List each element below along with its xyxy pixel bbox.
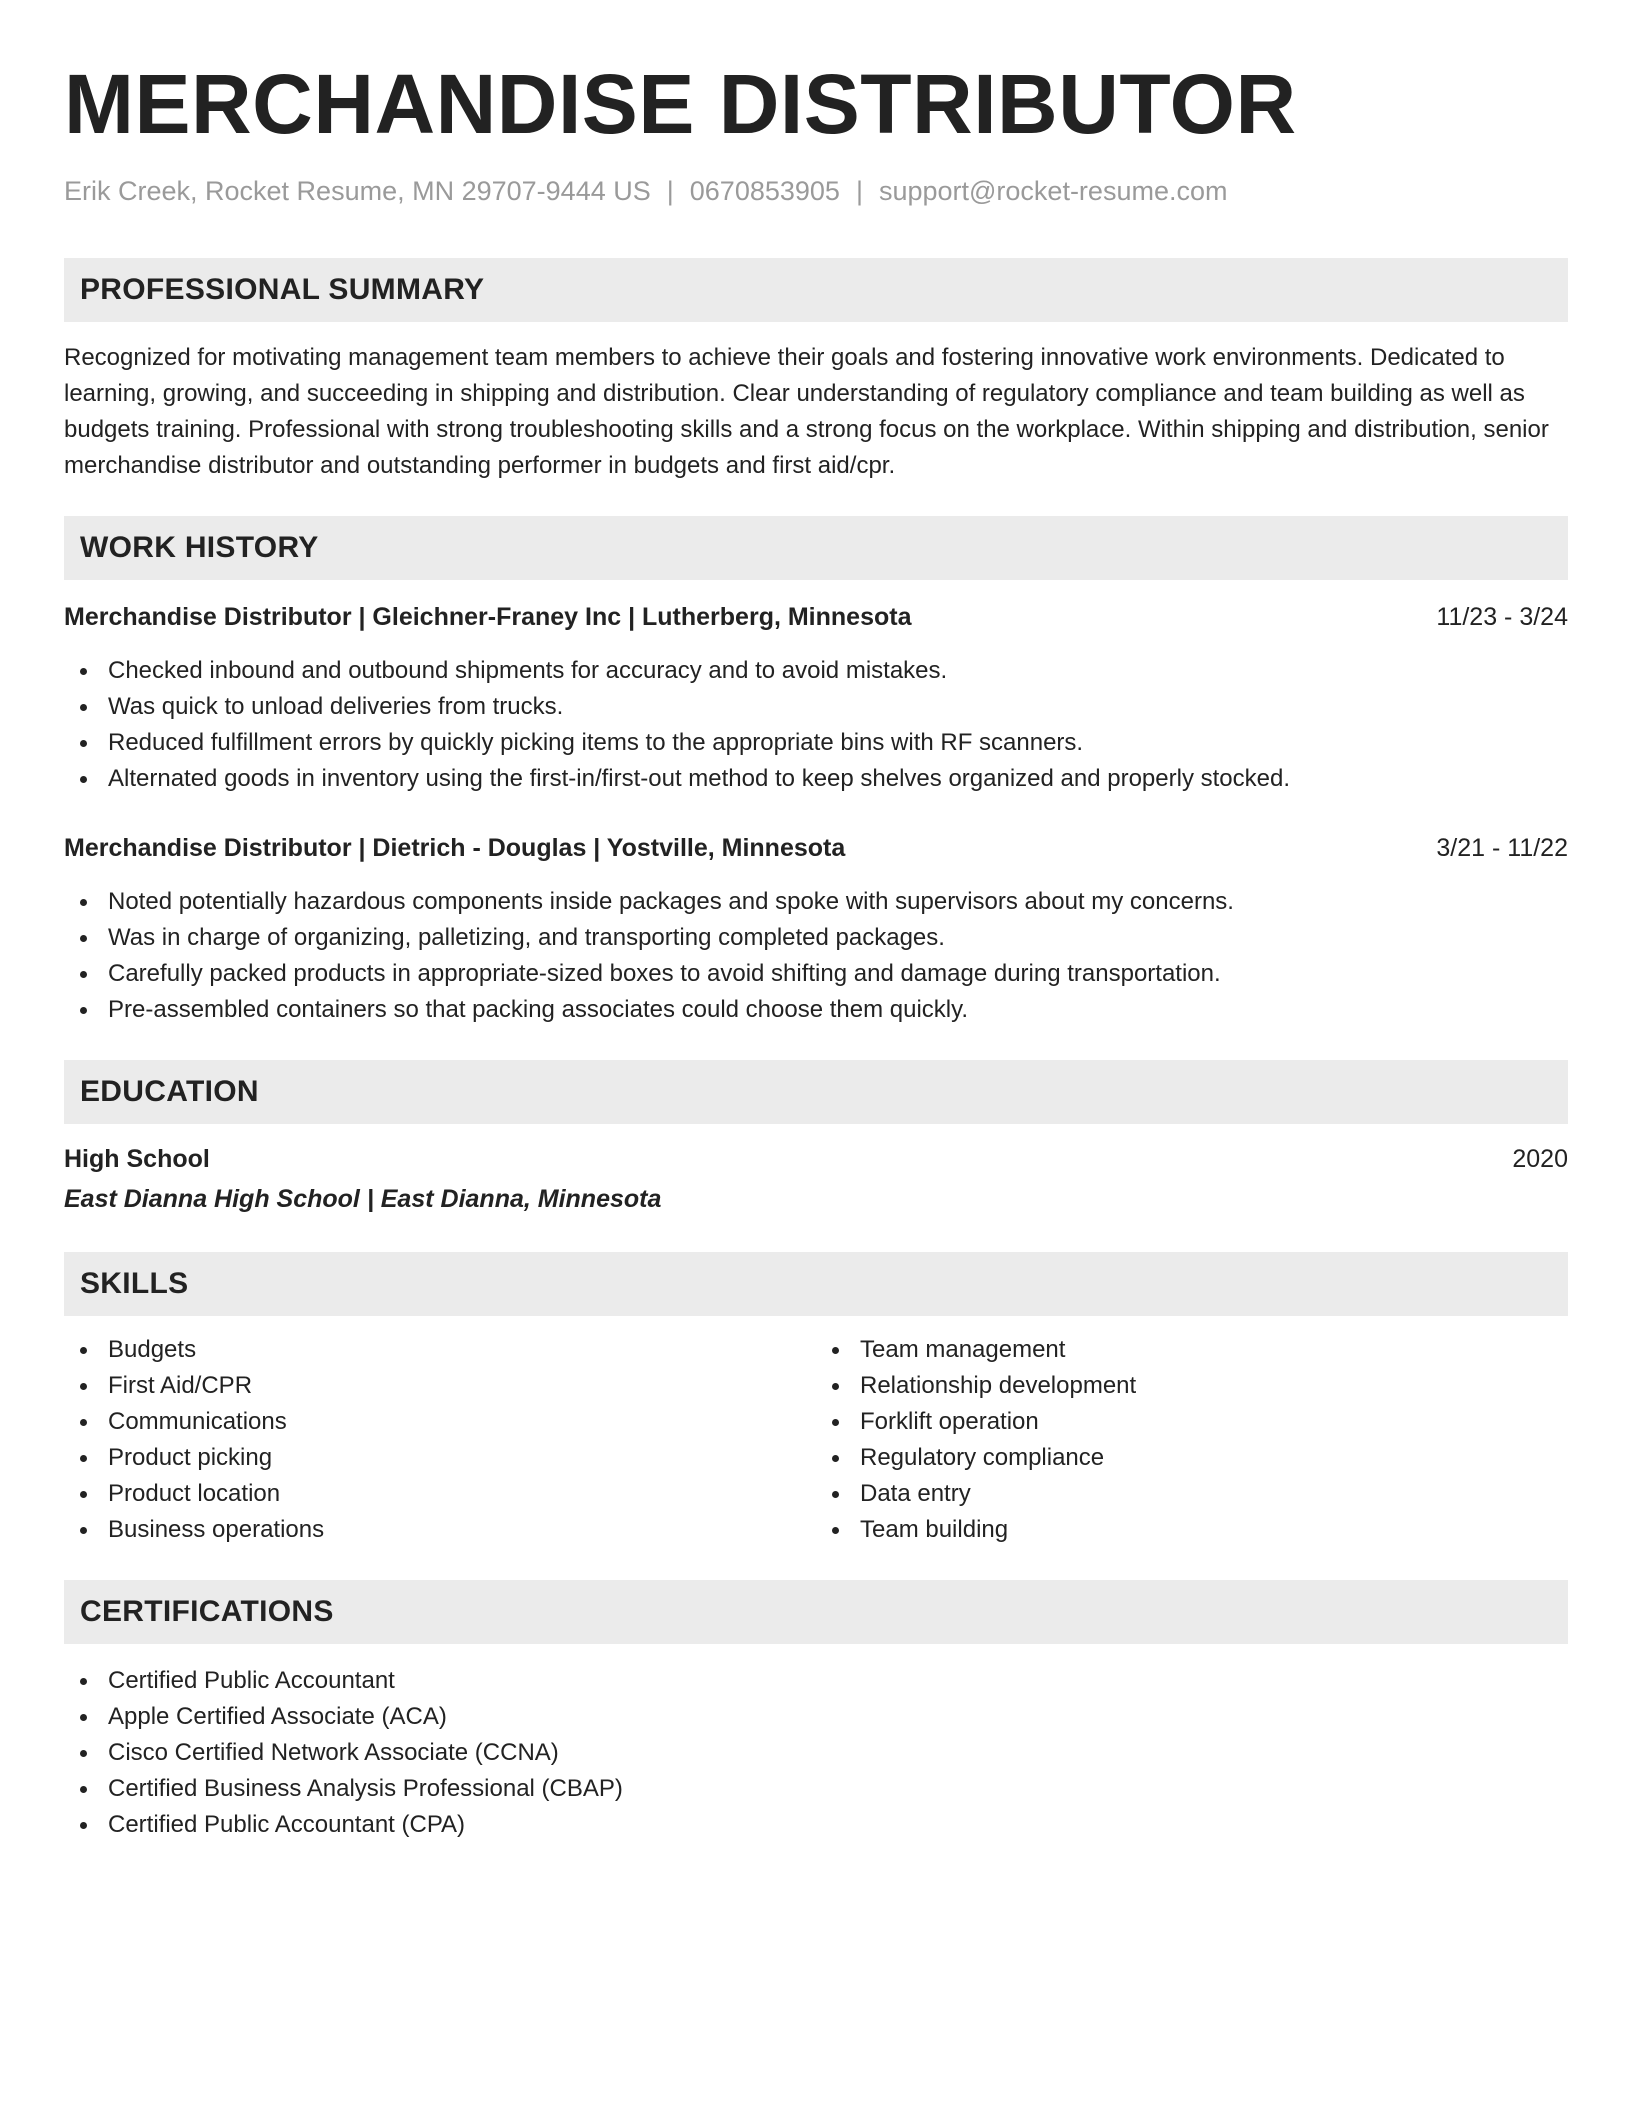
job-entry bbox=[64, 831, 1568, 1028]
job-title: Merchandise Distributor | Dietrich - Douglas | Yostville, Minnesota bbox=[64, 834, 846, 862]
certification-item: Cisco Certified Network Associate (CCNA) bbox=[64, 1735, 1568, 1771]
skill-item: Budgets bbox=[64, 1332, 816, 1368]
skill-item: Team building bbox=[816, 1512, 1568, 1548]
skill-item: Forklift operation bbox=[816, 1404, 1568, 1440]
job-bullet: Checked inbound and outbound shipments for accuracy and to avoid mistakes. bbox=[64, 653, 1568, 689]
skill-item: Data entry bbox=[816, 1476, 1568, 1512]
contact-separator: | bbox=[855, 176, 863, 206]
certification-item: Certified Public Accountant (CPA) bbox=[64, 1807, 1568, 1843]
skill-item: Regulatory compliance bbox=[816, 1440, 1568, 1476]
job-bullet: Alternated goods in inventory using the first-in/first-out method to keep shelves organized and properly stocked. bbox=[64, 761, 1568, 797]
skills-heading: SKILLS bbox=[80, 1267, 189, 1300]
job-title: Merchandise Distributor | Gleichner-Franey Inc | Lutherberg, Minnesota bbox=[64, 603, 912, 631]
certifications-heading: CERTIFICATIONS bbox=[80, 1595, 334, 1628]
skill-item: Team management bbox=[816, 1332, 1568, 1368]
job-bullet: Was in charge of organizing, palletizing, and transporting completed packages. bbox=[64, 920, 1568, 956]
certification-item: Certified Public Accountant bbox=[64, 1663, 1568, 1699]
job-header bbox=[64, 831, 1568, 865]
certification-item: Certified Business Analysis Professional (CBAP) bbox=[64, 1771, 1568, 1807]
job-header bbox=[64, 600, 1568, 634]
skills-section-header bbox=[64, 1252, 1568, 1316]
resume-title: MERCHANDISE DISTRIBUTOR bbox=[64, 57, 1297, 151]
skill-item: Relationship development bbox=[816, 1368, 1568, 1404]
job-dates: 11/23 - 3/24 bbox=[1436, 603, 1568, 631]
contact-separator: | bbox=[666, 176, 674, 206]
contact-email: support@rocket-resume.com bbox=[878, 176, 1228, 206]
certifications-section-header bbox=[64, 1580, 1568, 1644]
job-dates: 3/21 - 11/22 bbox=[1436, 834, 1568, 862]
job-bullet: Reduced fulfillment errors by quickly picking items to the appropriate bins with RF scanners. bbox=[64, 725, 1568, 761]
work-section-header bbox=[64, 516, 1568, 580]
job-bullet: Carefully packed products in appropriate-sized boxes to avoid shifting and damage during transportation. bbox=[64, 956, 1568, 992]
education-school: East Dianna High School | East Dianna, Minnesota bbox=[64, 1185, 662, 1213]
job-bullet: Was quick to unload deliveries from trucks. bbox=[64, 689, 1568, 725]
job-bullet: Pre-assembled containers so that packing associates could choose them quickly. bbox=[64, 992, 1568, 1028]
contact-line bbox=[64, 174, 1568, 208]
job-bullets bbox=[64, 884, 1568, 1028]
job-entry bbox=[64, 600, 1568, 797]
skill-item: Communications bbox=[64, 1404, 816, 1440]
certifications-list bbox=[64, 1663, 1568, 1843]
education-header bbox=[64, 1142, 1568, 1176]
education-heading: EDUCATION bbox=[80, 1075, 259, 1108]
work-heading: WORK HISTORY bbox=[80, 531, 319, 564]
skill-item: Product location bbox=[64, 1476, 816, 1512]
contact-address: Erik Creek, Rocket Resume, MN 29707-9444 US bbox=[64, 176, 651, 206]
skill-item: Business operations bbox=[64, 1512, 816, 1548]
contact-phone: 0670853905 bbox=[689, 176, 840, 206]
summary-text: Recognized for motivating management team members to achieve their goals and fostering innovative work environments. Dedicated to learning, growing, and succeeding in shipping and distribution. Clear understanding of regulatory compliance and team building as well as budgets training. Professional with strong troubleshooting skills and a strong focus on the workplace. Within shipping and distribution, senior merchandise distributor and outstanding performer in budgets and first aid/cpr. bbox=[64, 344, 1549, 479]
job-bullets bbox=[64, 653, 1568, 797]
skills-list bbox=[64, 1332, 1568, 1548]
education-section-header bbox=[64, 1060, 1568, 1124]
skills-column-right bbox=[816, 1332, 1568, 1548]
certification-item: Apple Certified Associate (ACA) bbox=[64, 1699, 1568, 1735]
education-degree: High School bbox=[64, 1145, 210, 1173]
education-entry bbox=[64, 1142, 1568, 1216]
summary-section-header bbox=[64, 258, 1568, 322]
job-bullet: Noted potentially hazardous components inside packages and spoke with supervisors about my concerns. bbox=[64, 884, 1568, 920]
summary-heading: PROFESSIONAL SUMMARY bbox=[80, 273, 485, 306]
skill-item: First Aid/CPR bbox=[64, 1368, 816, 1404]
education-year: 2020 bbox=[1512, 1145, 1568, 1173]
skills-column-left bbox=[64, 1332, 816, 1548]
skill-item: Product picking bbox=[64, 1440, 816, 1476]
